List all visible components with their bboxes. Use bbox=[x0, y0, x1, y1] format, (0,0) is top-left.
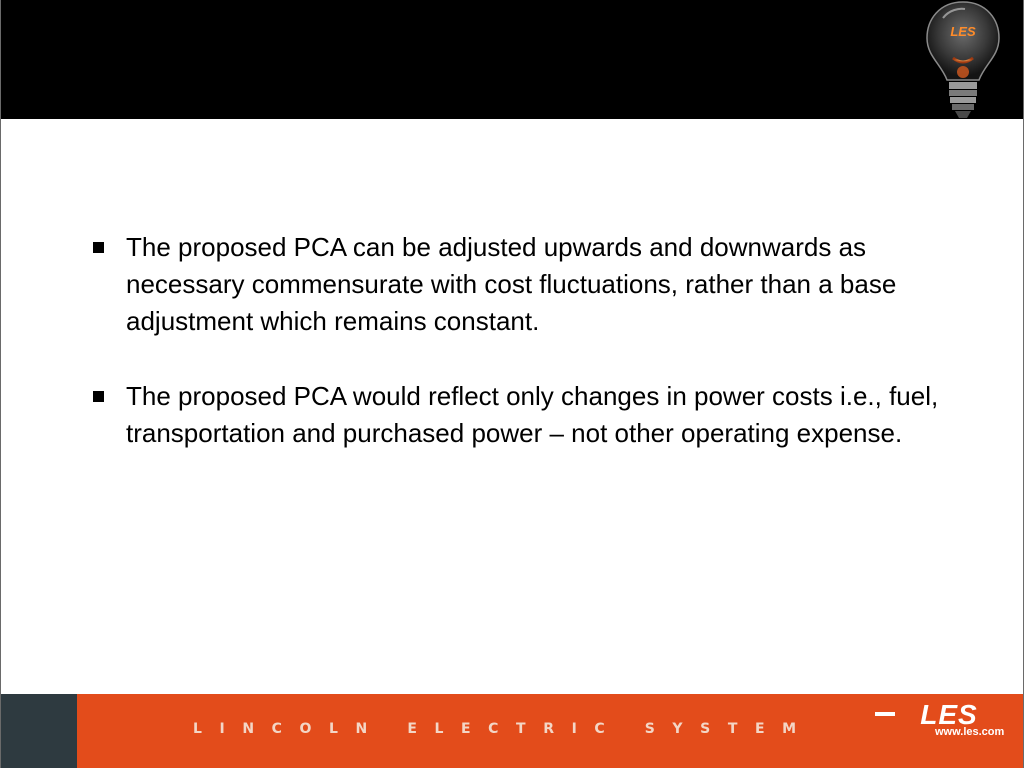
lightbulb-logo-icon bbox=[921, 0, 1005, 119]
bullet-item bbox=[89, 378, 949, 452]
footer-url[interactable]: www.les.com bbox=[935, 726, 1005, 738]
footer-bar bbox=[1, 694, 1024, 768]
bulb-logo-text: LES bbox=[950, 24, 976, 39]
bullet-list bbox=[89, 229, 949, 490]
square-bullet-icon bbox=[93, 242, 104, 253]
bullet-item bbox=[89, 229, 949, 340]
bullet-text: The proposed PCA would reflect only changes in power costs i.e., fuel, transportation and purchased power – not other operating expense. bbox=[126, 381, 939, 448]
footer-title: LINCOLN ELECTRIC SYSTEM bbox=[193, 721, 814, 737]
square-bullet-icon bbox=[93, 391, 104, 402]
footer-logo-text: LES bbox=[920, 700, 978, 730]
bullet-text: The proposed PCA can be adjusted upwards and downwards as necessary commensurate with cost fluctuations, rather than a base adjustment which remains constant. bbox=[126, 232, 897, 336]
footer-left-block bbox=[1, 694, 77, 768]
header-bar bbox=[1, 0, 1024, 119]
